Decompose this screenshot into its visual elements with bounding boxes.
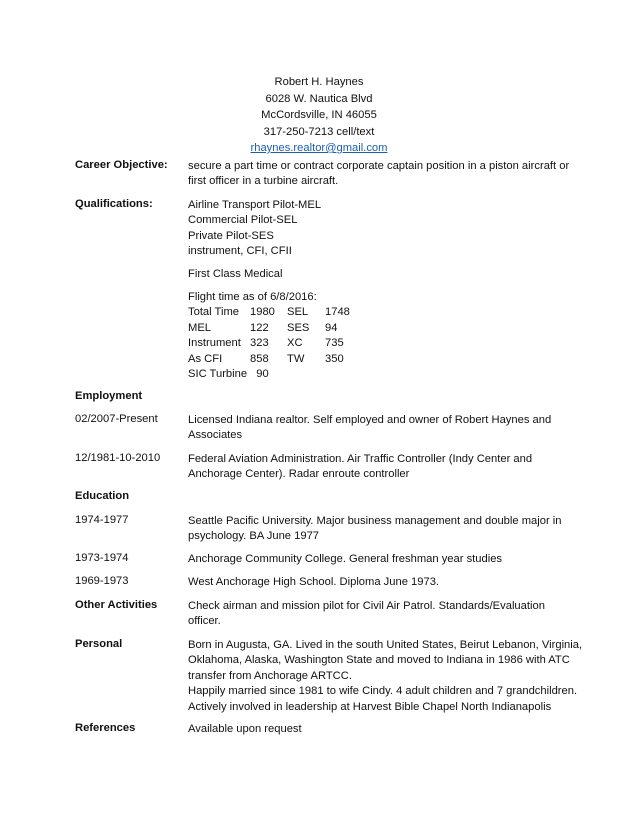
table-row xyxy=(188,352,365,367)
table-cell: SEL xyxy=(287,306,309,319)
table-cell: MEL xyxy=(188,321,212,334)
table-cell: 323 xyxy=(250,337,269,350)
flight-time-block xyxy=(188,290,365,382)
references-text: Available upon request xyxy=(188,723,302,735)
address-line-2: McCordsville, IN 46055 xyxy=(261,109,377,121)
education-entry xyxy=(188,575,578,590)
qualifications-label: Qualifications: xyxy=(75,198,153,210)
phone-number: 317-250-7213 cell/text xyxy=(263,125,375,138)
table-row xyxy=(188,305,365,320)
table-cell: TW xyxy=(287,352,305,365)
table-cell: 122 xyxy=(250,321,269,334)
table-cell: 94 xyxy=(325,321,338,334)
table-cell: 1980 xyxy=(250,306,275,319)
table-row xyxy=(188,336,365,351)
education-date: 1973-1974 xyxy=(75,552,129,564)
table-cell: SIC Turbine xyxy=(188,368,248,381)
education-entry xyxy=(188,552,578,567)
employment-label: Employment xyxy=(75,390,143,402)
table-cell: 350 xyxy=(325,352,344,365)
career-objective-line: first officer in a turbine aircraft. xyxy=(188,175,339,188)
table-cell: Instrument xyxy=(188,337,241,350)
education-entry xyxy=(188,514,578,545)
table-cell: 1748 xyxy=(325,306,350,319)
personal-label: Personal xyxy=(75,638,123,650)
personal-line: Happily married since 1981 to wife Cindy. 4 adult children and 7 grandchildren. xyxy=(188,685,578,698)
career-objective-label: Career Objective: xyxy=(75,159,168,171)
table-cell: As CFI xyxy=(188,352,223,365)
table-cell: 90 xyxy=(250,368,269,381)
table-row xyxy=(188,321,365,336)
education-date: 1974-1977 xyxy=(75,514,129,526)
applicant-name: Robert H. Haynes xyxy=(274,76,364,88)
address-line-1: 6028 W. Nautica Blvd xyxy=(265,92,373,105)
education-line: psychology. BA June 1977 xyxy=(188,530,320,543)
career-objective-text xyxy=(188,159,578,190)
education-date: 1969-1973 xyxy=(75,575,129,587)
flight-time-heading: Flight time as of 6/8/2016: xyxy=(188,291,317,303)
personal-text xyxy=(188,638,583,715)
table-cell xyxy=(325,367,365,382)
qualification-item: Private Pilot-SES xyxy=(188,229,274,242)
employment-date: 02/2007-Present xyxy=(75,413,158,425)
education-line: Seattle Pacific University. Major business management and double major in xyxy=(188,515,562,527)
other-activities-text: Check airman and mission pilot for Civil Air Patrol. Standards/Evaluation officer. xyxy=(188,600,545,628)
references-label: References xyxy=(75,722,136,734)
employment-entry xyxy=(188,452,578,483)
table-cell: 858 xyxy=(250,352,269,365)
qualifications-list xyxy=(188,198,578,260)
personal-line: Oklahoma, Alaska, Washington State and moved to Indiana in 1986 with ATC xyxy=(188,654,570,667)
qualification-item: Commercial Pilot-SEL xyxy=(188,214,298,227)
personal-line: Actively involved in leadership at Harvest Bible Chapel North Indianapolis xyxy=(188,700,552,713)
employment-line: Anchorage Center). Radar enroute controller xyxy=(188,468,410,481)
contact-header xyxy=(0,74,638,157)
table-row xyxy=(188,367,365,382)
personal-line: transfer from Anchorage ARTCC. xyxy=(188,669,352,682)
employment-line: Associates xyxy=(188,429,243,442)
table-cell xyxy=(287,367,325,382)
education-line: West Anchorage High School. Diploma June 1973. xyxy=(188,576,440,588)
personal-line: Born in Augusta, GA. Lived in the south United States, Beirut Lebanon, Virginia, xyxy=(188,639,583,651)
education-label: Education xyxy=(75,490,130,502)
table-cell: SES xyxy=(287,321,310,334)
email-link[interactable]: rhaynes.realtor@gmail.com xyxy=(250,142,388,154)
flight-time-table xyxy=(188,305,365,382)
career-objective-line: secure a part time or contract corporate captain position in a piston aircraft or xyxy=(188,160,570,172)
employment-line: Licensed Indiana realtor. Self employed and owner of Robert Haynes and xyxy=(188,414,552,426)
other-activities-label: Other Activities xyxy=(75,599,158,611)
table-cell: XC xyxy=(287,337,303,350)
medical-certificate: First Class Medical xyxy=(188,268,283,280)
qualification-item: instrument, CFI, CFII xyxy=(188,245,292,258)
education-line: Anchorage Community College. General freshman year studies xyxy=(188,553,503,565)
qualification-item: Airline Transport Pilot-MEL xyxy=(188,199,322,211)
employment-date: 12/1981-10-2010 xyxy=(75,452,161,464)
table-cell: 735 xyxy=(325,337,344,350)
employment-line: Federal Aviation Administration. Air Traffic Controller (Indy Center and xyxy=(188,453,533,465)
table-cell: Total Time xyxy=(188,306,239,319)
employment-entry xyxy=(188,413,578,444)
